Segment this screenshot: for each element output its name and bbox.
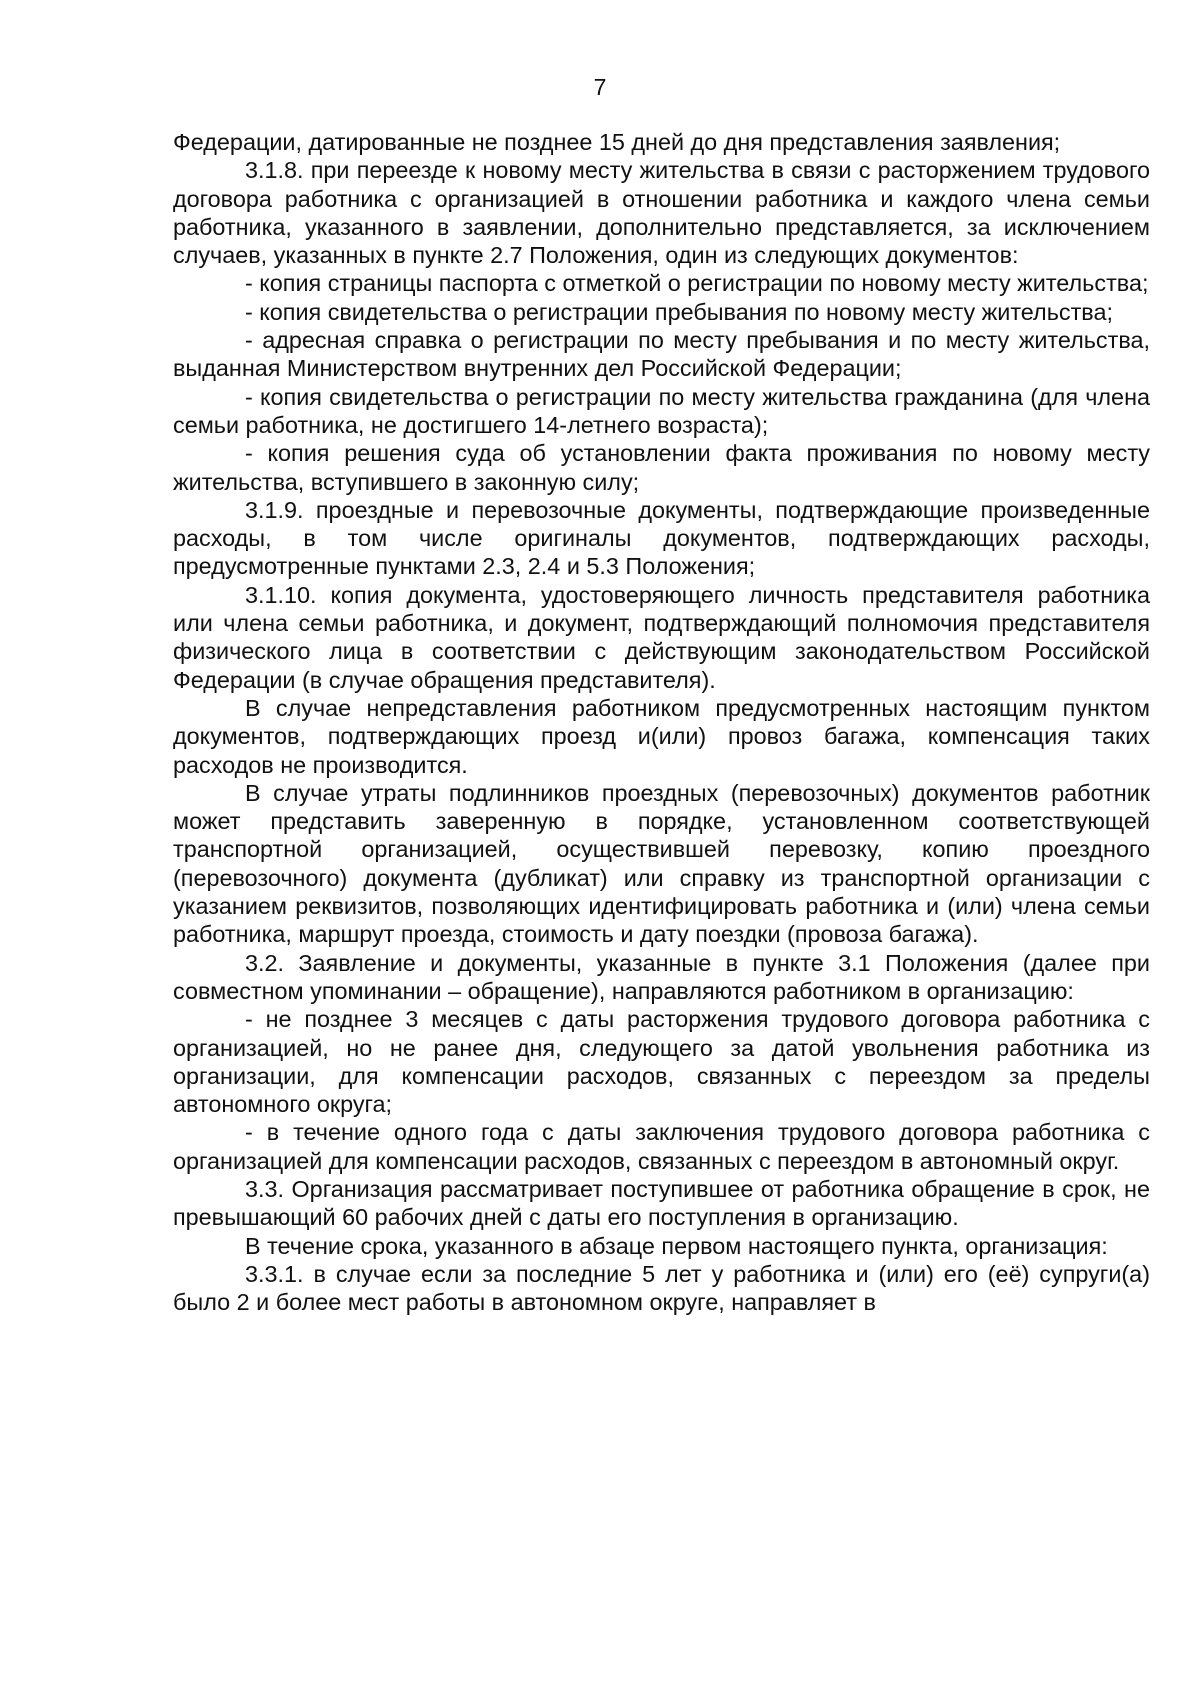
paragraph: 3.3. Организация рассматривает поступившее от работника обращение в срок, не превышающий 60 рабочих дней с даты его поступления в организацию. — [173, 1175, 1150, 1231]
list-item: - копия решения суда об установлении факта проживания по новому месту жительства, вступившего в законную силу; — [173, 440, 1150, 495]
paragraph: 3.1.10. копия документа, удостоверяющего личность представителя работника или члена семьи работника, и документ, подтверждающий полномочия представителя физического лица в соответствии с действующим законодательством Российской Федерации (в случае обращения представителя). — [173, 581, 1150, 693]
page-number: 7 — [593, 74, 607, 100]
paragraph: В случае утраты подлинников проездных (перевозочных) документов работник может представить заверенную в порядке, установленном соответствующей транспортной организацией, осуществившей перевозку, копию проездного (перевозочного) документа (дубликат) или справку из транспортной организации с указанием реквизитов, позволяющих идентифицировать работника и (или) члена семьи работника, маршрут проезда, стоимость и дату поездки (провоза багажа). — [173, 779, 1150, 948]
paragraph: 3.3.1. в случае если за последние 5 лет у работника и (или) его (её) супруги(а) было 2 и более мест работы в автономном округе, направляет в — [173, 1260, 1150, 1316]
paragraph: 3.1.8. при переезде к новому месту жительства в связи с расторжением трудового договора работника с организацией в отношении работника и каждого члена семьи работника, указанного в заявлении, дополнительно представляется, за исключением случаев, указанных в пункте 2.7 Положения, один из следующих документов: — [173, 157, 1150, 269]
list-item: - адресная справка о регистрации по месту пребывания и по месту жительства, выданная Министерством внутренних дел Российской Федерации; — [173, 327, 1150, 382]
paragraph: В случае непредставления работником предусмотренных настоящим пунктом документов, подтверждающих проезд и(или) провоз багажа, компенсация таких расходов не производится. — [173, 694, 1150, 778]
list-item: - не позднее 3 месяцев с даты расторжения трудового договора работника с организацией, но не ранее дня, следующего за датой увольнения работника из организации, для компенсации расходов, связанных с переездом за пределы автономного округа; — [173, 1006, 1150, 1118]
list-item: - в течение одного года с даты заключения трудового договора работника с организацией для компенсации расходов, связанных с переездом в автономный округ. — [173, 1119, 1150, 1174]
paragraph: Федерации, датированные не позднее 15 дней до дня представления заявления; — [173, 129, 1061, 155]
document-body — [173, 128, 1150, 1316]
list-item: - копия свидетельства о регистрации пребывания по новому месту жительства; — [245, 298, 1113, 325]
paragraph: 3.2. Заявление и документы, указанные в пункте 3.1 Положения (далее при совместном упоминании – обращение), направляются работником в организацию: — [173, 949, 1150, 1004]
list-item: - копия свидетельства о регистрации по месту жительства гражданина (для члена семьи работника, не достигшего 14-летнего возраста); — [173, 383, 1150, 438]
paragraph: 3.1.9. проездные и перевозочные документы, подтверждающие произведенные расходы, в том числе оригиналы документов, подтверждающих расходы, предусмотренные пунктами 2.3, 2.4 и 5.3 Положения; — [173, 496, 1150, 580]
list-item: - копия страницы паспорта с отметкой о регистрации по новому месту жительства; — [245, 270, 1149, 297]
paragraph: В течение срока, указанного в абзаце первом настоящего пункта, организация: — [245, 1232, 1108, 1259]
